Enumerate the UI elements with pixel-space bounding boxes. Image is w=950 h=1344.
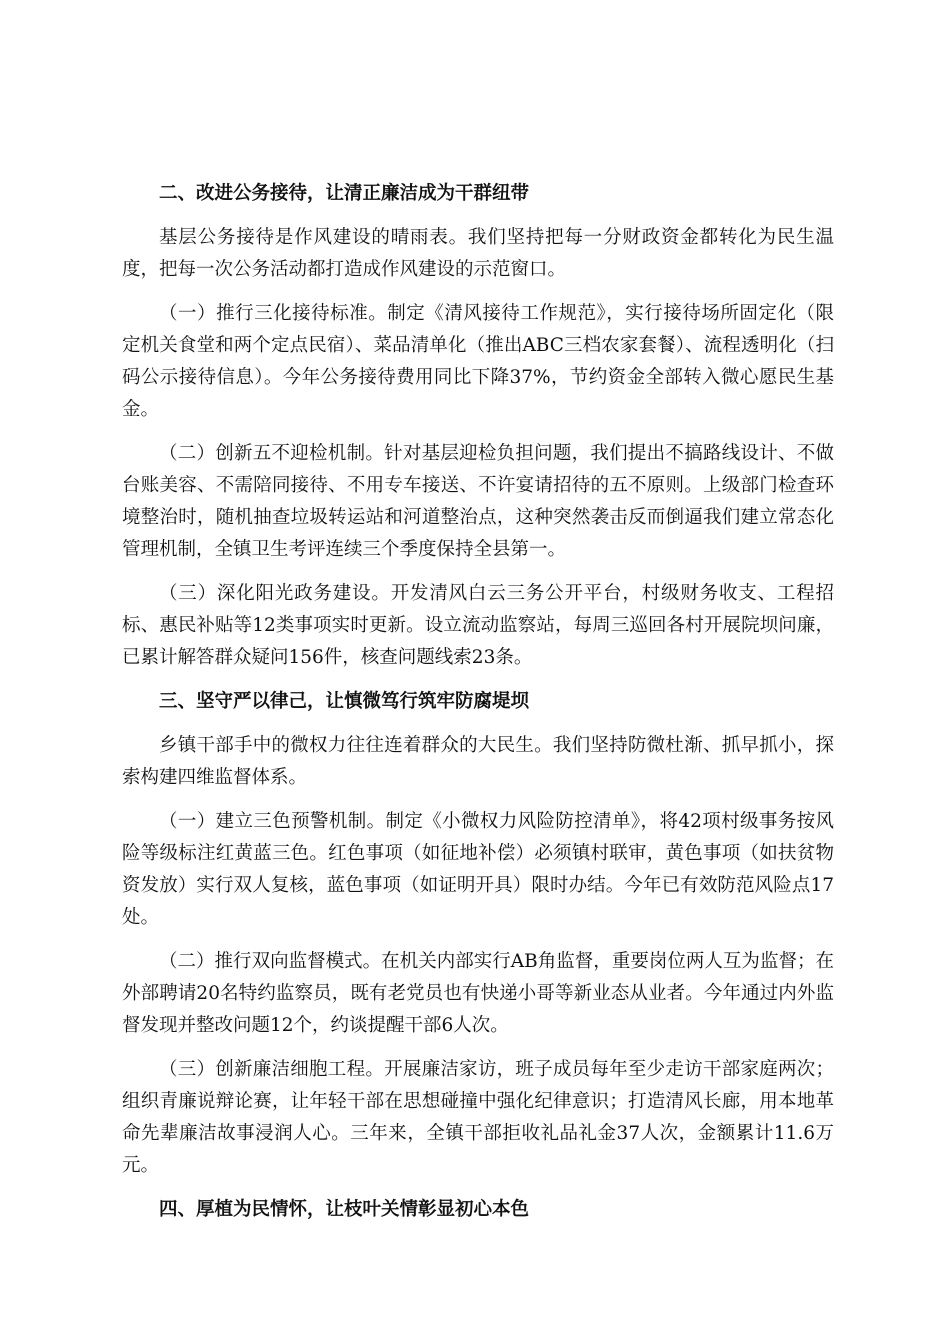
- section-3-item-2: （二）推行双向监督模式。在机关内部实行AB角监督，重要岗位两人互为监督；在外部聘请20名特约监察员，既有老党员也有快递小哥等新业态从业者。今年通过内外监督发现并整改问题12个，约谈提醒干部6人次。: [122, 951, 834, 1036]
- section-2-item-1: （一）推行三化接待标准。制定《清风接待工作规范》，实行接待场所固定化（限定机关食堂和两个定点民宿）、菜品清单化（推出ABC三档农家套餐）、流程透明化（扫码公示接待信息）。今年公务接待费用同比下降37%，节约资金全部转入微心愿民生基金。: [122, 303, 834, 420]
- document-body: [122, 178, 834, 1238]
- section-2-item-3: （三）深化阳光政务建设。开发清风白云三务公开平台，村级财务收支、工程招标、惠民补贴等12类事项实时更新。设立流动监察站，每周三巡回各村开展院坝问廉，已累计解答群众疑问156件，核查问题线索23条。: [122, 583, 834, 668]
- section-heading-2: 二、改进公务接待，让清正廉洁成为干群纽带: [159, 183, 530, 204]
- section-3-intro: 乡镇干部手中的微权力往往连着群众的大民生。我们坚持防微杜渐、抓早抓小，探索构建四维监督体系。: [122, 735, 834, 788]
- section-heading-3: 三、坚守严以律己，让慎微笃行筑牢防腐堤坝: [159, 691, 530, 712]
- section-2-item-2: （二）创新五不迎检机制。针对基层迎检负担问题，我们提出不搞路线设计、不做台账美容、不需陪同接待、不用专车接送、不许宴请招待的五不原则。上级部门检查环境整治时，随机抽查垃圾转运站和河道整治点，这种突然袭击反而倒逼我们建立常态化管理机制，全镇卫生考评连续三个季度保持全县第一。: [122, 443, 834, 560]
- section-3-item-3: （三）创新廉洁细胞工程。开展廉洁家访，班子成员每年至少走访干部家庭两次；组织青廉说辩论赛，让年轻干部在思想碰撞中强化纪律意识；打造清风长廊，用本地革命先辈廉洁故事浸润人心。三年来，全镇干部拒收礼品礼金37人次，金额累计11.6万元。: [122, 1059, 834, 1176]
- section-2-intro: 基层公务接待是作风建设的晴雨表。我们坚持把每一分财政资金都转化为民生温度，把每一次公务活动都打造成作风建设的示范窗口。: [122, 227, 834, 280]
- section-heading-4: 四、厚植为民情怀，让枝叶关情彰显初心本色: [159, 1199, 530, 1220]
- section-3-item-1: （一）建立三色预警机制。制定《小微权力风险防控清单》，将42项村级事务按风险等级标注红黄蓝三色。红色事项（如征地补偿）必须镇村联审，黄色事项（如扶贫物资发放）实行双人复核，蓝色事项（如证明开具）限时办结。今年已有效防范风险点17处。: [122, 811, 834, 928]
